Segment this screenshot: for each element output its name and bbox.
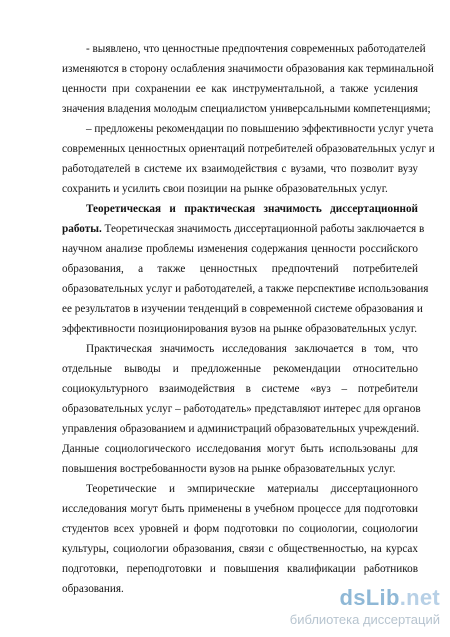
- text-line: современных ценностных ориентаций потребителей образовательных услуг и: [62, 143, 435, 155]
- text-line: подготовки, переподготовки и повышения квалификации работников: [62, 563, 418, 575]
- text-line: исследования могут быть применены в учебном процессе для подготовки: [62, 503, 418, 515]
- watermark-logo: [290, 586, 440, 610]
- text-line: Данные социологического исследования могут быть использованы для: [62, 443, 418, 455]
- text-line: изменяются в сторону ослабления значимости образования как терминальной: [62, 63, 434, 75]
- text-line: образовательных услуг и работодателей, а также перспективе использования: [62, 283, 429, 295]
- site-watermark: [290, 586, 440, 627]
- section-heading-tail: работы.: [62, 223, 102, 235]
- text-line: ценности при сохранении ее как инструментальной, а также усиления: [62, 83, 418, 95]
- text-line: культуры, социологии образования, связи с общественностью, на курсах: [62, 543, 418, 555]
- text-line: отдельные выводы и предложенные рекомендации относительно: [62, 363, 418, 375]
- text-line: работодателей в системе их взаимодействия с вузами, что позволит вузу: [62, 163, 418, 175]
- text-line: студентов всех уровней и форм подготовки по социологии, социологии: [62, 523, 418, 535]
- text-line: образования.: [62, 583, 124, 595]
- text-line: – предложены рекомендации по повышению эффективности услуг учета: [86, 123, 434, 135]
- text-line: управления образованием и администраций образовательных учреждений.: [62, 423, 420, 435]
- text-line: ее результатов в изучении тенденций в современной системе образования и: [62, 303, 423, 315]
- watermark-tld: .net: [399, 585, 440, 610]
- text-line: научном анализе проблемы изменения содержания ценности российского: [62, 243, 418, 255]
- text-line: значения владения молодым специалистом универсальными компетенциями;: [62, 103, 431, 115]
- section-heading: Теоретическая и практическая значимость диссертационной: [86, 203, 418, 215]
- text-line: эффективности позиционирования вузов на рынке образовательных услуг.: [62, 323, 417, 335]
- text-line: Практическая значимость исследования заключается в том, что: [86, 343, 418, 355]
- text-line: образования, а также ценностных предпочтений потребителей: [62, 263, 418, 275]
- text-line: образовательных услуг – работодатель» представляют интерес для органов: [62, 403, 421, 415]
- text-line: работы. Теоретическая значимость диссертационной работы заключается в: [62, 223, 425, 235]
- text-line: сохранить и усилить свои позиции на рынке образовательных услуг.: [62, 183, 388, 195]
- text-line: повышения востребованности вузов на рынке образовательных услуг.: [62, 463, 396, 475]
- watermark-tagline: библиотека диссертаций: [289, 612, 440, 627]
- watermark-brand: dsLib: [339, 585, 400, 610]
- text-line: - выявлено, что ценностные предпочтения современных работодателей: [86, 43, 426, 55]
- text-line: Теоретические и эмпирические материалы диссертационного: [86, 483, 418, 495]
- text-line: социокультурного взаимодействия в системе «вуз – потребители: [62, 383, 418, 395]
